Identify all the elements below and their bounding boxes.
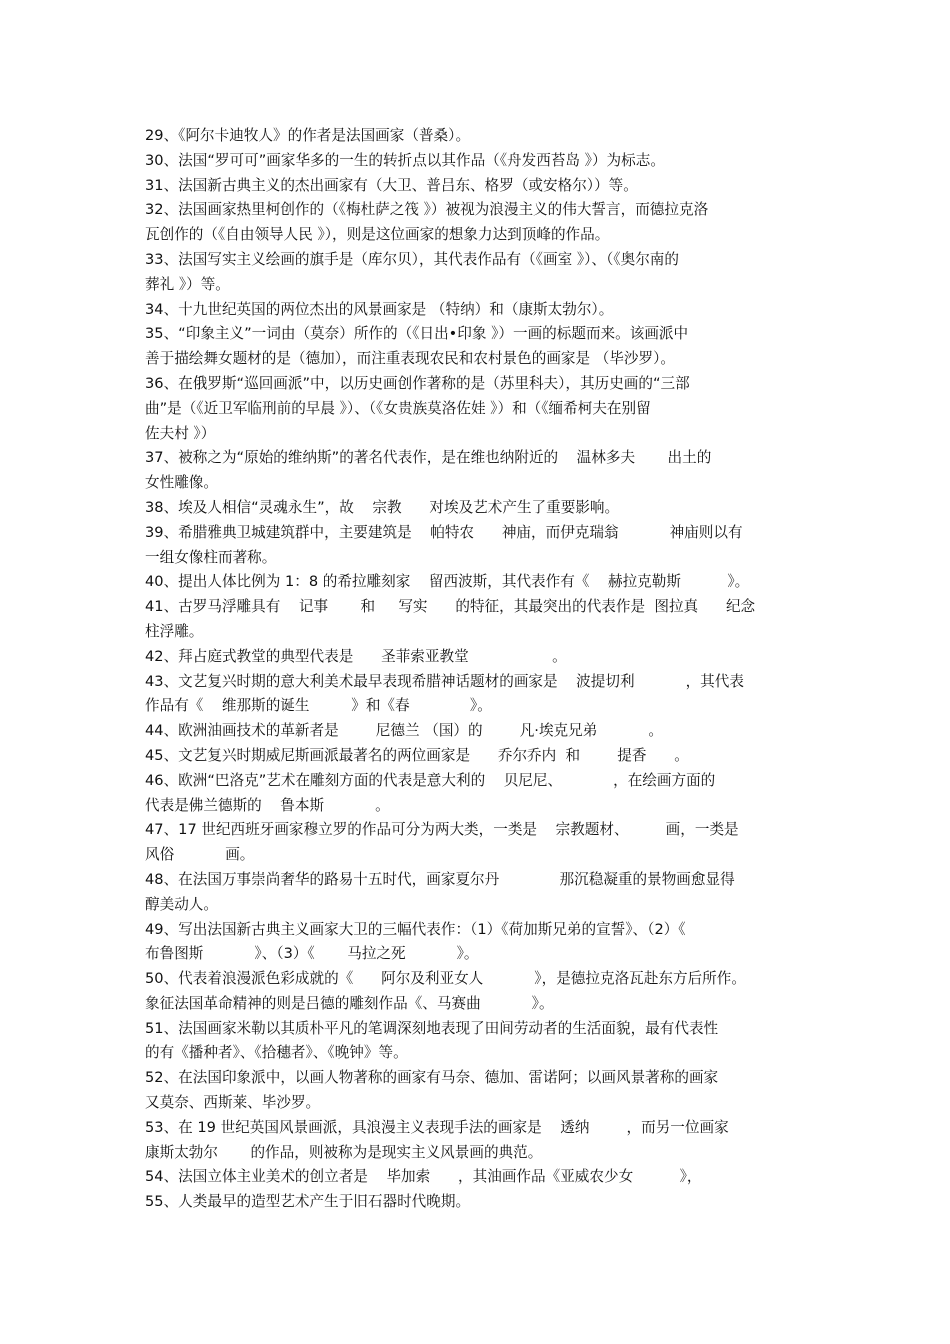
text-line: 的有《播种者》、《拾穗者》、《晚钟》等。 bbox=[145, 1044, 408, 1062]
text-line: 曲”是（《近卫军临刑前的早晨 》）、（《女贵族莫洛佐娃 》）和（《缅希柯夫在别留 bbox=[145, 399, 651, 417]
text-line: 善于描绘舞女题材的是（德加），而注重表现农民和农村景色的画家是 （毕沙罗）。 bbox=[145, 350, 676, 368]
text-line: 34、十九世纪英国的两位杰出的风景画家是 （特纳）和（康斯太勃尔）。 bbox=[145, 300, 614, 318]
text-line: 作品有《 维那斯的诞生 》和《春 》。 bbox=[145, 697, 492, 715]
text-line: 又莫奈、西斯莱、毕沙罗。 bbox=[145, 1094, 321, 1112]
text-line: 40、提出人体比例为 1：8 的希拉雕刻家 留西波斯，其代表作有《 赫拉克勒斯 》。 bbox=[145, 573, 750, 591]
text-line: 29、《阿尔卡迪牧人》的作者是法国画家（普桑）。 bbox=[145, 127, 471, 144]
text-line: 醇美动人。 bbox=[145, 895, 218, 913]
text-line: 康斯太勃尔 的作品，则被称为是现实主义风景画的典范。 bbox=[145, 1143, 543, 1161]
text-line: 55、人类最早的造型艺术产生于旧石器时代晚期。 bbox=[145, 1193, 471, 1211]
text-line: 41、古罗马浮雕具有 记事 和 写实 的特征，其最突出的代表作是 图拉真 纪念 bbox=[145, 598, 756, 616]
text-line: 45、文艺复兴时期威尼斯画派最著名的两位画家是 乔尔乔内 和 提香 。 bbox=[145, 746, 689, 764]
text-line: 48、在法国万事崇尚奢华的路易十五时代，画家夏尔丹 那沉稳凝重的景物画愈显得 bbox=[145, 870, 735, 888]
text-line: 32、法国画家热里柯创作的（《梅杜萨之筏 》）被视为浪漫主义的伟大誓言，而德拉克洛 bbox=[145, 201, 709, 219]
text-line: 葬礼 》）等。 bbox=[145, 275, 230, 293]
text-line: 39、希腊雅典卫城建筑群中，主要建筑是 帕特农 神庙，而伊克瑞翁 神庙则以有 bbox=[145, 523, 743, 541]
text-line: 35、“印象主义”一词由（莫奈）所作的（《日出•印象 》）一画的标题而来。该画派中 bbox=[145, 325, 689, 343]
text-line: 50、代表着浪漫派色彩成就的《 阿尔及利亚女人 》，是德拉克洛瓦赴东方后所作。 bbox=[145, 970, 746, 988]
text-line: 31、法国新古典主义的杰出画家有（大卫、普吕东、格罗（或安格尔））等。 bbox=[145, 176, 638, 194]
text-line: 一组女像柱而著称。 bbox=[145, 548, 277, 566]
text-line: 女性雕像。 bbox=[145, 474, 218, 492]
text-line: 52、在法国印象派中，以画人物著称的画家有马奈、德加、雷诺阿；以画风景著称的画家 bbox=[145, 1069, 719, 1087]
question-list bbox=[145, 124, 823, 1215]
text-line: 51、法国画家米勒以其质朴平凡的笔调深刻地表现了田间劳动者的生活面貌，最有代表性 bbox=[145, 1019, 719, 1037]
text-line: 37、被称之为“原始的维纳斯”的著名代表作，是在维也纳附近的 温林多夫 出土的 bbox=[145, 449, 712, 467]
text-line: 46、欧洲“巴洛克”艺术在雕刻方面的代表是意大利的 贝尼尼、 ，在绘画方面的 bbox=[145, 771, 716, 789]
text-line: 38、埃及人相信“灵魂永生”，故 宗教 对埃及艺术产生了重要影响。 bbox=[145, 498, 620, 516]
text-line: 53、在 19 世纪英国风景画派，具浪漫主义表现手法的画家是 透纳 ，而另一位画家 bbox=[145, 1118, 729, 1136]
text-line: 象征法国革命精神的则是吕德的雕刻作品《、马赛曲 》。 bbox=[145, 994, 554, 1012]
text-line: 风俗 画。 bbox=[145, 846, 255, 864]
text-line: 49、写出法国新古典主义画家大卫的三幅代表作：（1）《荷加斯兄弟的宣誓》、（2）《 bbox=[145, 920, 686, 938]
text-line: 47、17 世纪西班牙画家穆立罗的作品可分为两大类，一类是 宗教题材、 画，一类是 bbox=[145, 821, 739, 839]
text-line: 瓦创作的（《自由领导人民 》），则是这位画家的想象力达到顶峰的作品。 bbox=[145, 226, 610, 244]
text-line: 54、法国立体主业美术的创立者是 毕加索 ，其油画作品《亚威农少女 》， bbox=[145, 1168, 702, 1186]
text-line: 柱浮雕。 bbox=[145, 622, 204, 640]
text-line: 佐夫村 》） bbox=[145, 424, 216, 442]
text-line: 布鲁图斯 》、（3）《 马拉之死 》。 bbox=[145, 945, 479, 963]
text-line: 43、文艺复兴时期的意大利美术最早表现希腊神话题材的画家是 波提切利 ，其代表 bbox=[145, 672, 744, 690]
text-line: 33、法国写实主义绘画的旗手是（库尔贝），其代表作品有（《画室 》）、（《奥尔南的 bbox=[145, 250, 679, 268]
text-line: 42、拜占庭式教堂的典型代表是 圣菲索亚教堂 。 bbox=[145, 647, 567, 665]
text-line: 36、在俄罗斯“巡回画派”中，以历史画创作著称的是（苏里科夫），其历史画的“三部 bbox=[145, 374, 690, 392]
text-line: 30、法国“罗可可”画家华多的一生的转折点以其作品（《舟发西苔岛 》）为标志。 bbox=[145, 151, 665, 169]
text-line: 代表是佛兰德斯的 鲁本斯 。 bbox=[145, 796, 390, 814]
text-line: 44、欧洲油画技术的革新者是 尼德兰 （国）的 凡·埃克兄弟 。 bbox=[145, 722, 663, 740]
